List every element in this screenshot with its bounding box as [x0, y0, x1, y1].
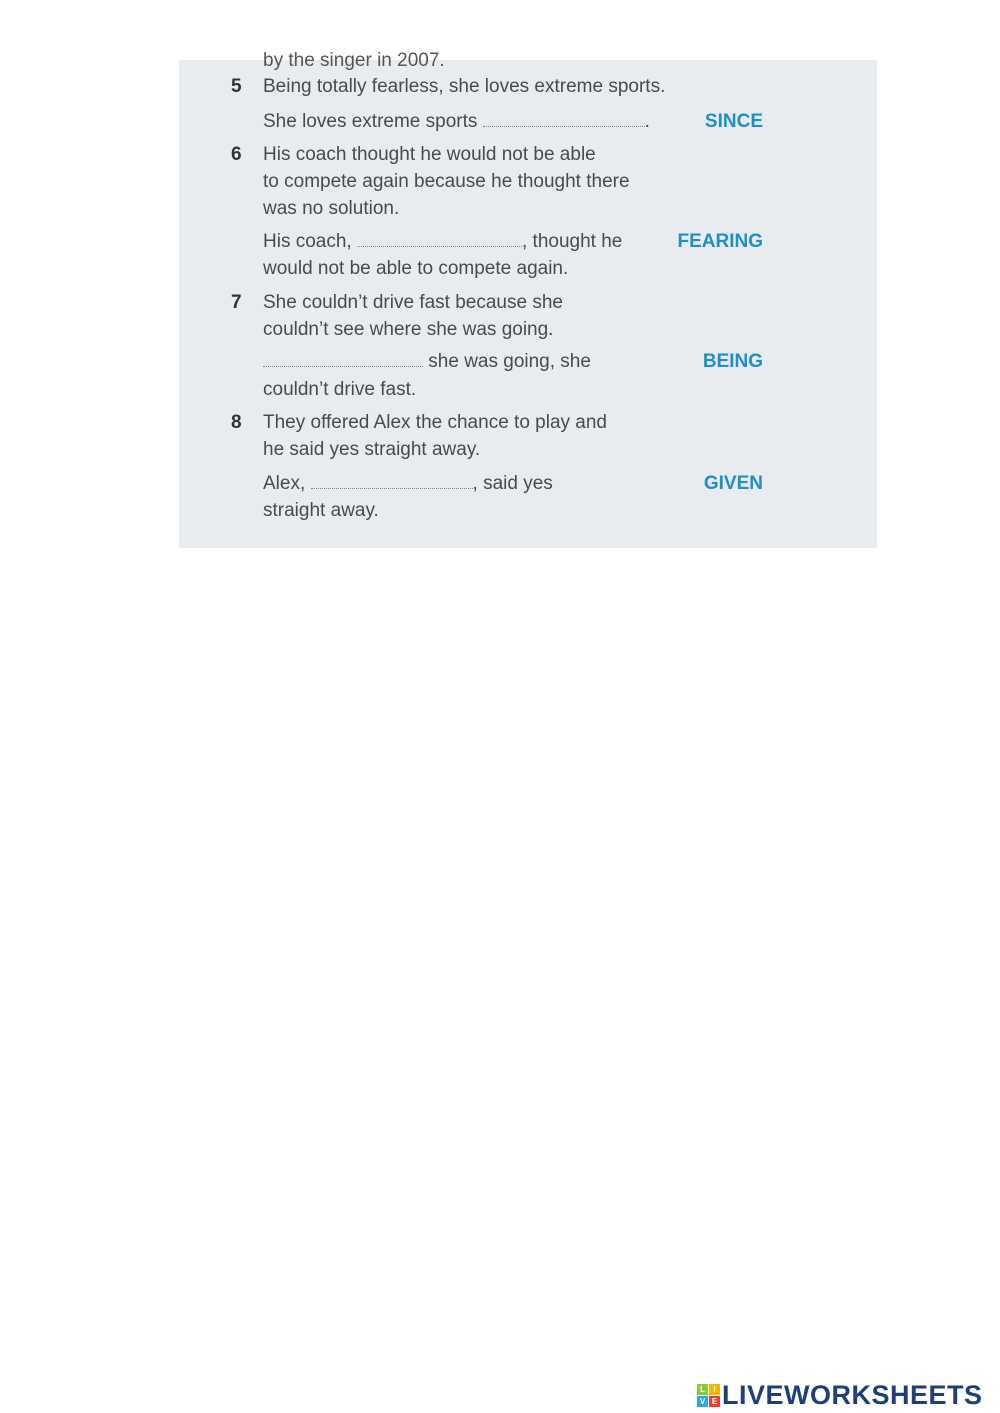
logo-letter-i: I — [709, 1384, 720, 1395]
item-5-answer — [263, 111, 650, 133]
logo-letter-v: V — [697, 1396, 708, 1407]
item-5-answer-after: . — [644, 111, 650, 132]
item-8-prompt-line-2: he said yes straight away. — [263, 439, 481, 460]
item-8-answer-before: Alex, — [263, 473, 306, 494]
item-8-blank[interactable] — [311, 487, 473, 489]
item-7-prompt-line-1: She couldn’t drive fast because she — [263, 292, 563, 313]
item-6-prompt-line-1: His coach thought he would not be able — [263, 144, 596, 165]
item-number-5: 5 — [231, 76, 242, 97]
item-5-prompt: Being totally fearless, she loves extreme sports. — [263, 76, 666, 97]
item-8-answer-line-2: straight away. — [263, 500, 379, 521]
item-6-blank[interactable] — [357, 245, 522, 247]
item-7-prompt-line-2: couldn’t see where she was going. — [263, 319, 554, 340]
item-7-answer-line-2: couldn’t drive fast. — [263, 379, 417, 400]
logo-letter-l: L — [697, 1384, 708, 1395]
item-8-answer — [263, 473, 553, 495]
item-number-7: 7 — [231, 292, 242, 313]
item-6-prompt-line-2: to compete again because he thought there — [263, 171, 630, 192]
item-8-prompt-line-1: They offered Alex the chance to play and — [263, 412, 607, 433]
item-5-keyword: SINCE — [704, 111, 763, 132]
item-8-answer-after: , said yes — [472, 473, 553, 494]
item-7-answer — [263, 351, 591, 373]
item-7-answer-after: she was going, she — [428, 351, 591, 372]
item-5-answer-before: She loves extreme sports — [263, 111, 478, 132]
item-5-blank[interactable] — [483, 125, 645, 127]
logo-text: LIVEWORKSHEETS — [722, 1380, 983, 1410]
item-6-answer-line-2: would not be able to compete again. — [263, 258, 569, 279]
item-number-8: 8 — [231, 412, 242, 433]
item-6-keyword: FEARING — [677, 231, 763, 252]
item-6-answer — [263, 231, 622, 253]
item-7-blank[interactable] — [263, 365, 423, 367]
logo-grid-icon — [697, 1384, 720, 1407]
item-6-answer-before: His coach, — [263, 231, 352, 252]
liveworksheets-logo — [697, 1380, 983, 1411]
logo-letter-e: E — [709, 1396, 720, 1407]
cut-off-previous-line — [263, 46, 445, 60]
item-8-keyword: GIVEN — [703, 473, 763, 494]
item-7-keyword: BEING — [702, 351, 763, 372]
item-number-6: 6 — [231, 144, 242, 165]
item-6-answer-after: , thought he — [521, 231, 623, 252]
item-6-prompt-line-3: was no solution. — [263, 198, 400, 219]
